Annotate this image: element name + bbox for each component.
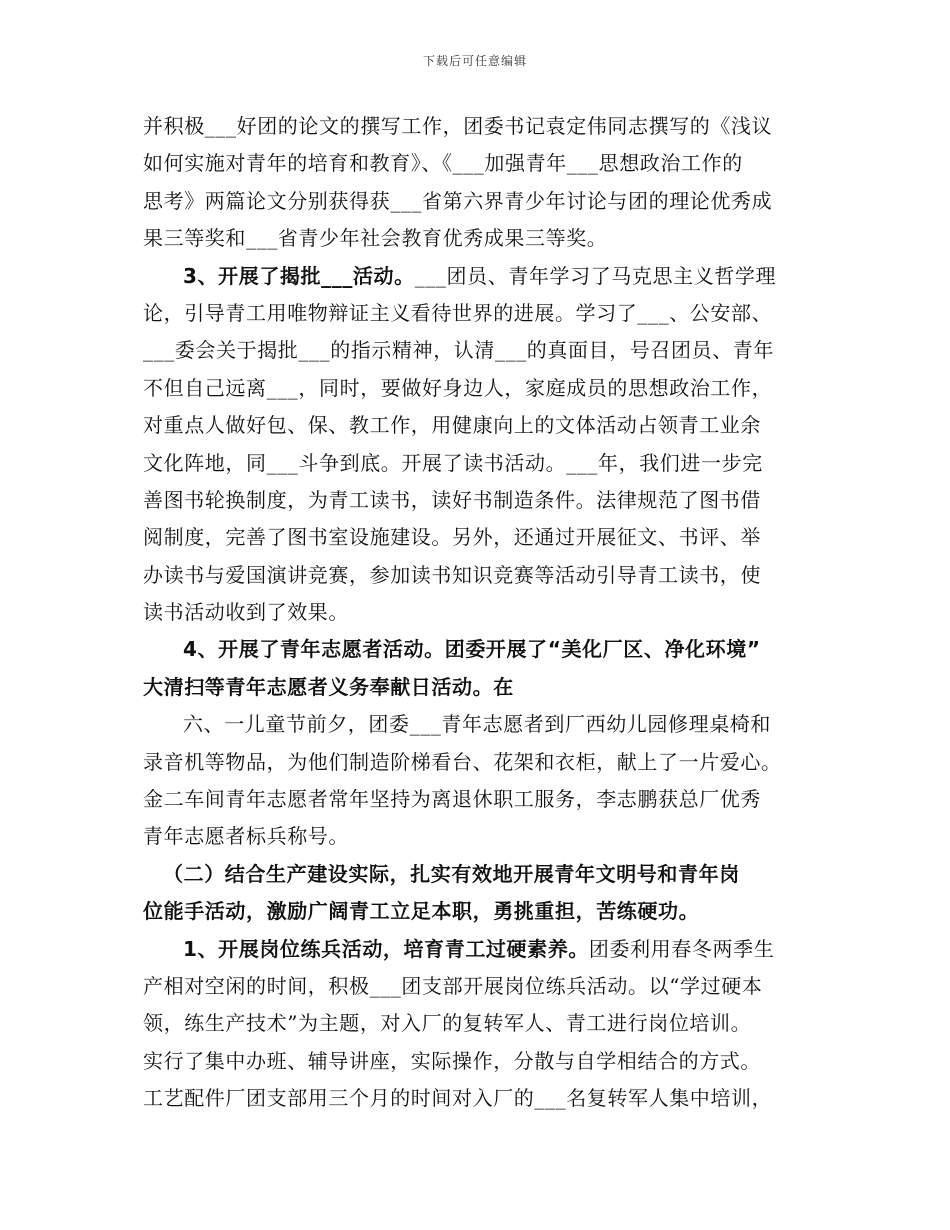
- text-line: [143, 1080, 823, 1117]
- bold-text-run: 4、开展了青年志愿者活动。团委开展了“美化厂区、净化环境”: [183, 637, 761, 662]
- text-run: 工艺配件厂团支部用三个月的时间对入厂的___名复转军人集中培训，: [143, 1086, 773, 1111]
- text-run: 六、一儿童节前夕，团委___青年志愿者到厂西幼儿园修理桌椅和: [183, 712, 771, 737]
- text-line: [143, 594, 823, 631]
- text-line: [143, 557, 823, 594]
- text-run: 青年志愿者标兵称号。: [143, 824, 349, 849]
- document-body: [143, 108, 823, 1118]
- text-line: [143, 706, 823, 743]
- bold-text-run: （二）结合生产建设实际，扎实有效地开展青年文明号和青年岗: [163, 861, 740, 886]
- text-run: 思考》两篇论文分别获得获___省第六界青少年讨论与团的理论优秀成: [143, 188, 773, 213]
- text-line: [143, 220, 823, 257]
- text-run: 论，引导青工用唯物辩证主义看待世界的进展。学习了___、公安部、: [143, 300, 773, 325]
- bold-text-run: 3、开展了揭批___活动。: [183, 263, 415, 288]
- text-line: [143, 519, 823, 556]
- text-run: 产相对空闲的时间，积极___团支部开展岗位练兵活动。以“学过硬本: [143, 973, 763, 998]
- text-line: [143, 968, 823, 1005]
- text-run: ___委会关于揭批___的指示精神，认清___的真面目，号召团员、青年: [143, 338, 774, 363]
- text-run: 不但自己远离___，同时，要做好身边人，家庭成员的思想政治工作，: [143, 375, 773, 400]
- bold-text-run: 位能手活动，激励广阔青工立足本职，勇挑重担，苦练硬功。: [143, 899, 700, 924]
- bold-text-run: 1、开展岗位练兵活动，培育青工过硬素养。: [183, 936, 589, 961]
- text-line: [143, 631, 823, 668]
- text-run: 并积极___好团的论文的撰写工作，团委书记袁定伟同志撰写的《浅议: [143, 114, 773, 138]
- text-line: [143, 744, 823, 781]
- text-line: [143, 669, 823, 706]
- text-run: 对重点人做好包、保、教工作，用健康向上的文体活动占领青工业余: [143, 413, 761, 438]
- text-line: [143, 781, 823, 818]
- text-line: [143, 332, 823, 369]
- text-run: 文化阵地，同___斗争到底。开展了读书活动。___年，我们进一步完: [143, 450, 763, 475]
- text-run: 团委利用春冬两季生: [588, 936, 775, 961]
- text-run: 录音机等物品，为他们制造阶梯看台、花架和衣柜，献上了一片爱心。: [143, 749, 782, 774]
- text-run: ___团员、青年学习了马克思主义哲学理: [414, 263, 777, 288]
- text-line: [143, 1005, 823, 1042]
- text-line: [143, 295, 823, 332]
- text-line: [143, 445, 823, 482]
- text-run: 如何实施对青年的培育和教育》、《___加强青年___思想政治工作的: [143, 151, 743, 176]
- text-line: [143, 108, 823, 145]
- text-run: 实行了集中办班、辅导讲座，实际操作，分散与自学相结合的方式。: [143, 1048, 761, 1073]
- text-run: 善图书轮换制度，为青工读书，读好书制造条件。法律规范了图书借: [143, 487, 761, 512]
- text-run: 阅制度，完善了图书室设施建设。另外，还通过开展征文、书评、举: [143, 525, 761, 550]
- text-line: [143, 258, 823, 295]
- text-line: [143, 407, 823, 444]
- text-run: 金二车间青年志愿者常年坚持为离退休职工服务，李志鹏获总厂优秀: [143, 787, 761, 812]
- text-line: [143, 893, 823, 930]
- text-line: [143, 482, 823, 519]
- page-header: 下载后可任意编辑: [422, 54, 527, 68]
- text-run: 办读书与爱国演讲竞赛，参加读书知识竞赛等活动引导青工读书，使: [143, 562, 761, 587]
- text-line: [143, 818, 823, 855]
- text-line: [143, 370, 823, 407]
- text-line: [143, 145, 823, 182]
- text-run: 领，练生产技术”为主题，对入厂的复转军人、青工进行岗位培训。: [143, 1011, 752, 1036]
- text-run: 果三等奖和___省青少年社会教育优秀成果三等奖。: [143, 226, 608, 251]
- bold-text-run: 大清扫等青年志愿者义务奉献日活动。在: [143, 674, 514, 699]
- text-line: [143, 856, 823, 893]
- text-line: [143, 1043, 823, 1080]
- text-line: [143, 183, 823, 220]
- text-run: 读书活动收到了效果。: [143, 600, 349, 625]
- text-line: [143, 931, 823, 968]
